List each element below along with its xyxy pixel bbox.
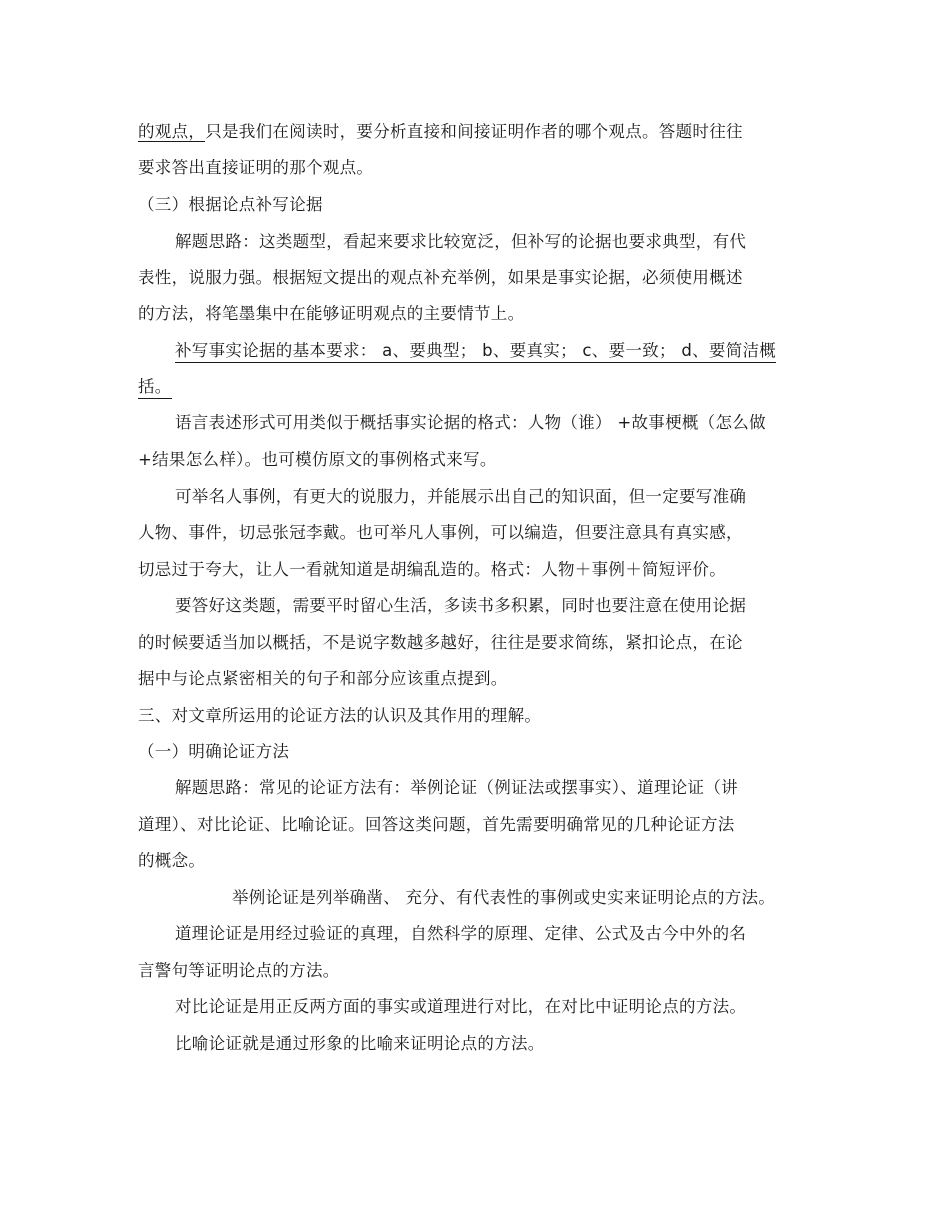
paragraph-line: 道理论证是用经过验证的真理，自然科学的原理、定律、公式及古今中外的名	[175, 924, 747, 943]
paragraph-line: 要答好这类题，需要平时留心生活，多读书多积累，同时也要注意在使用论据	[175, 596, 747, 615]
paragraph-line: 举例论证是列举确凿、 充分、有代表性的事例或史实来证明论点的方法。	[232, 888, 776, 907]
paragraph-line: 要求答出直接证明的那个观点。	[138, 158, 374, 177]
paragraph-line: 解题思路：这类题型，看起来要求比较宽泛，但补写的论据也要求典型，有代	[175, 232, 747, 251]
paragraph-line: 言警句等证明论点的方法。	[138, 961, 340, 980]
section-heading: （一）明确论证方法	[138, 742, 290, 761]
section-heading: 三、对文章所运用的论证方法的认识及其作用的理解。	[138, 706, 542, 725]
paragraph-line: 据中与论点紧密相关的句子和部分应该重点提到。	[138, 669, 508, 688]
paragraph-line: +结果怎么样）。也可模仿原文的事例格式来写。	[138, 450, 497, 469]
line-rest: 只是我们在阅读时，要分析直接和间接证明作者的哪个观点。答题时往往	[205, 122, 743, 141]
paragraph-line: 解题思路：常见的论证方法有：举例论证（例证法或摆事实）、道理论证（讲	[175, 778, 738, 797]
paragraph-line: 道理）、对比论证、比喻论证。回答这类问题，首先需要明确常见的几种论证方法	[138, 815, 735, 834]
underlined-text: 的观点，	[138, 122, 206, 141]
paragraph-line	[138, 121, 743, 143]
paragraph-line: 语言表述形式可用类似于概括事实论据的格式：人物（谁） +故事梗概（怎么做	[175, 413, 766, 432]
section-heading: （三）根据论点补写论据	[138, 195, 323, 214]
paragraph-line: 切忌过于夸大，让人一看就知道是胡编乱造的。格式：人物＋事例＋简短评价。	[138, 560, 726, 579]
paragraph-line: 可举名人事例，有更大的说服力，并能展示出自己的知识面，但一定要写准确	[175, 487, 747, 506]
underlined-requirements-line: 括。	[138, 376, 172, 399]
underlined-requirements-line: 补写事实论据的基本要求： a、要典型； b、要真实； c、要一致； d、要简洁概	[175, 340, 776, 363]
paragraph-line: 人物、事件，切忌张冠李戴。也可举凡人事例，可以编造，但要注意具有真实感，	[138, 523, 743, 542]
paragraph-line: 对比论证是用正反两方面的事实或道理进行对比，在对比中证明论点的方法。	[175, 997, 747, 1016]
paragraph-line: 的方法，将笔墨集中在能够证明观点的主要情节上。	[138, 304, 525, 323]
paragraph-line: 的概念。	[138, 851, 206, 870]
paragraph-line: 比喻论证就是通过形象的比喻来证明论点的方法。	[175, 1034, 545, 1053]
paragraph-line: 表性，说服力强。根据短文提出的观点补充举例，如果是事实论据，必须使用概述	[138, 268, 743, 287]
paragraph-line: 的时候要适当加以概括，不是说字数越多越好，往往是要求简练，紧扣论点，在论	[138, 633, 743, 652]
